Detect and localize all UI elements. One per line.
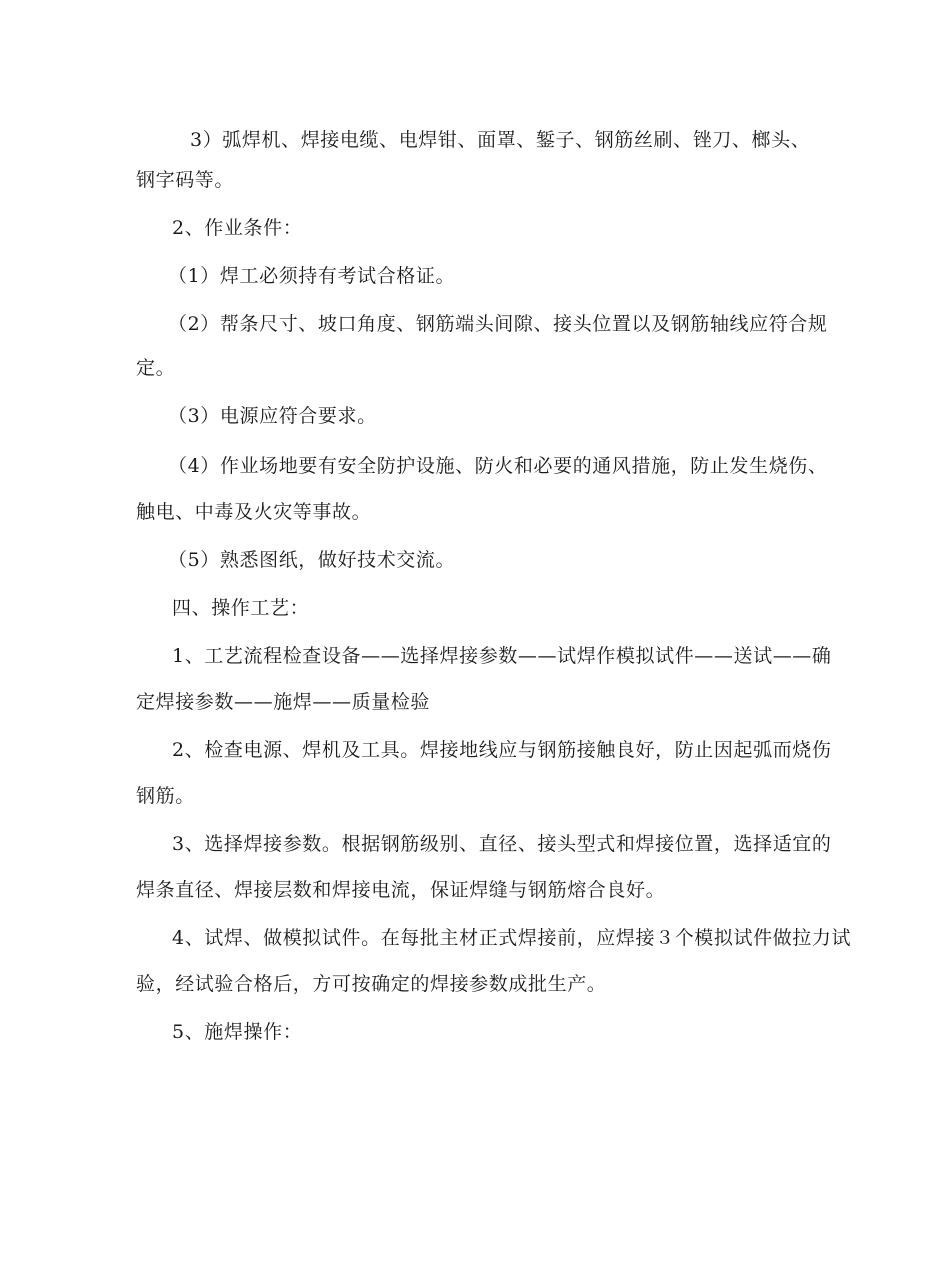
paragraph-line: 触电、中毒及火灾等事故。 [136,501,372,523]
list-item: （4）作业场地要有安全防护设施、防火和必要的通风措施，防止发生烧伤、 [168,455,828,477]
paragraph-line: 4、试焊、做模拟试件。在每批主材正式焊接前，应焊接３个模拟试件做拉力试 [172,927,852,949]
list-item: （2）帮条尺寸、坡口角度、钢筋端头间隙、接头位置以及钢筋轴线应符合规 [168,313,828,335]
section-heading: 5、施焊操作： [172,1021,303,1043]
paragraph-line: 1、工艺流程检查设备——选择焊接参数——试焊作模拟试件——送试——确 [172,645,832,667]
list-item: （3）电源应符合要求。 [168,405,377,427]
paragraph-line: 3）弧焊机、焊接电缆、电焊钳、面罩、錾子、钢筋丝刷、锉刀、榔头、 [190,129,811,151]
paragraph-line: 定焊接参数——施焊——质量检验 [136,691,431,713]
section-heading: 四、操作工艺： [172,597,310,619]
list-item: （5）熟悉图纸，做好技术交流。 [168,549,456,571]
paragraph-line: 钢筋。 [136,785,195,807]
paragraph-line: 2、检查电源、焊机及工具。焊接地线应与钢筋接触良好，防止因起弧而烧伤 [172,739,832,761]
paragraph-line: 定。 [136,357,176,379]
section-heading: 2、作业条件： [172,217,303,239]
paragraph-line: 钢字码等。 [136,169,235,191]
paragraph-line: 验，经试验合格后，方可按确定的焊接参数成批生产。 [136,973,607,995]
paragraph-line: 焊条直径、焊接层数和焊接电流，保证焊缝与钢筋熔合良好。 [136,879,666,901]
list-item: （1）焊工必须持有考试合格证。 [168,265,456,287]
paragraph-line: 3、选择焊接参数。根据钢筋级别、直径、接头型式和焊接位置，选择适宜的 [172,833,832,855]
